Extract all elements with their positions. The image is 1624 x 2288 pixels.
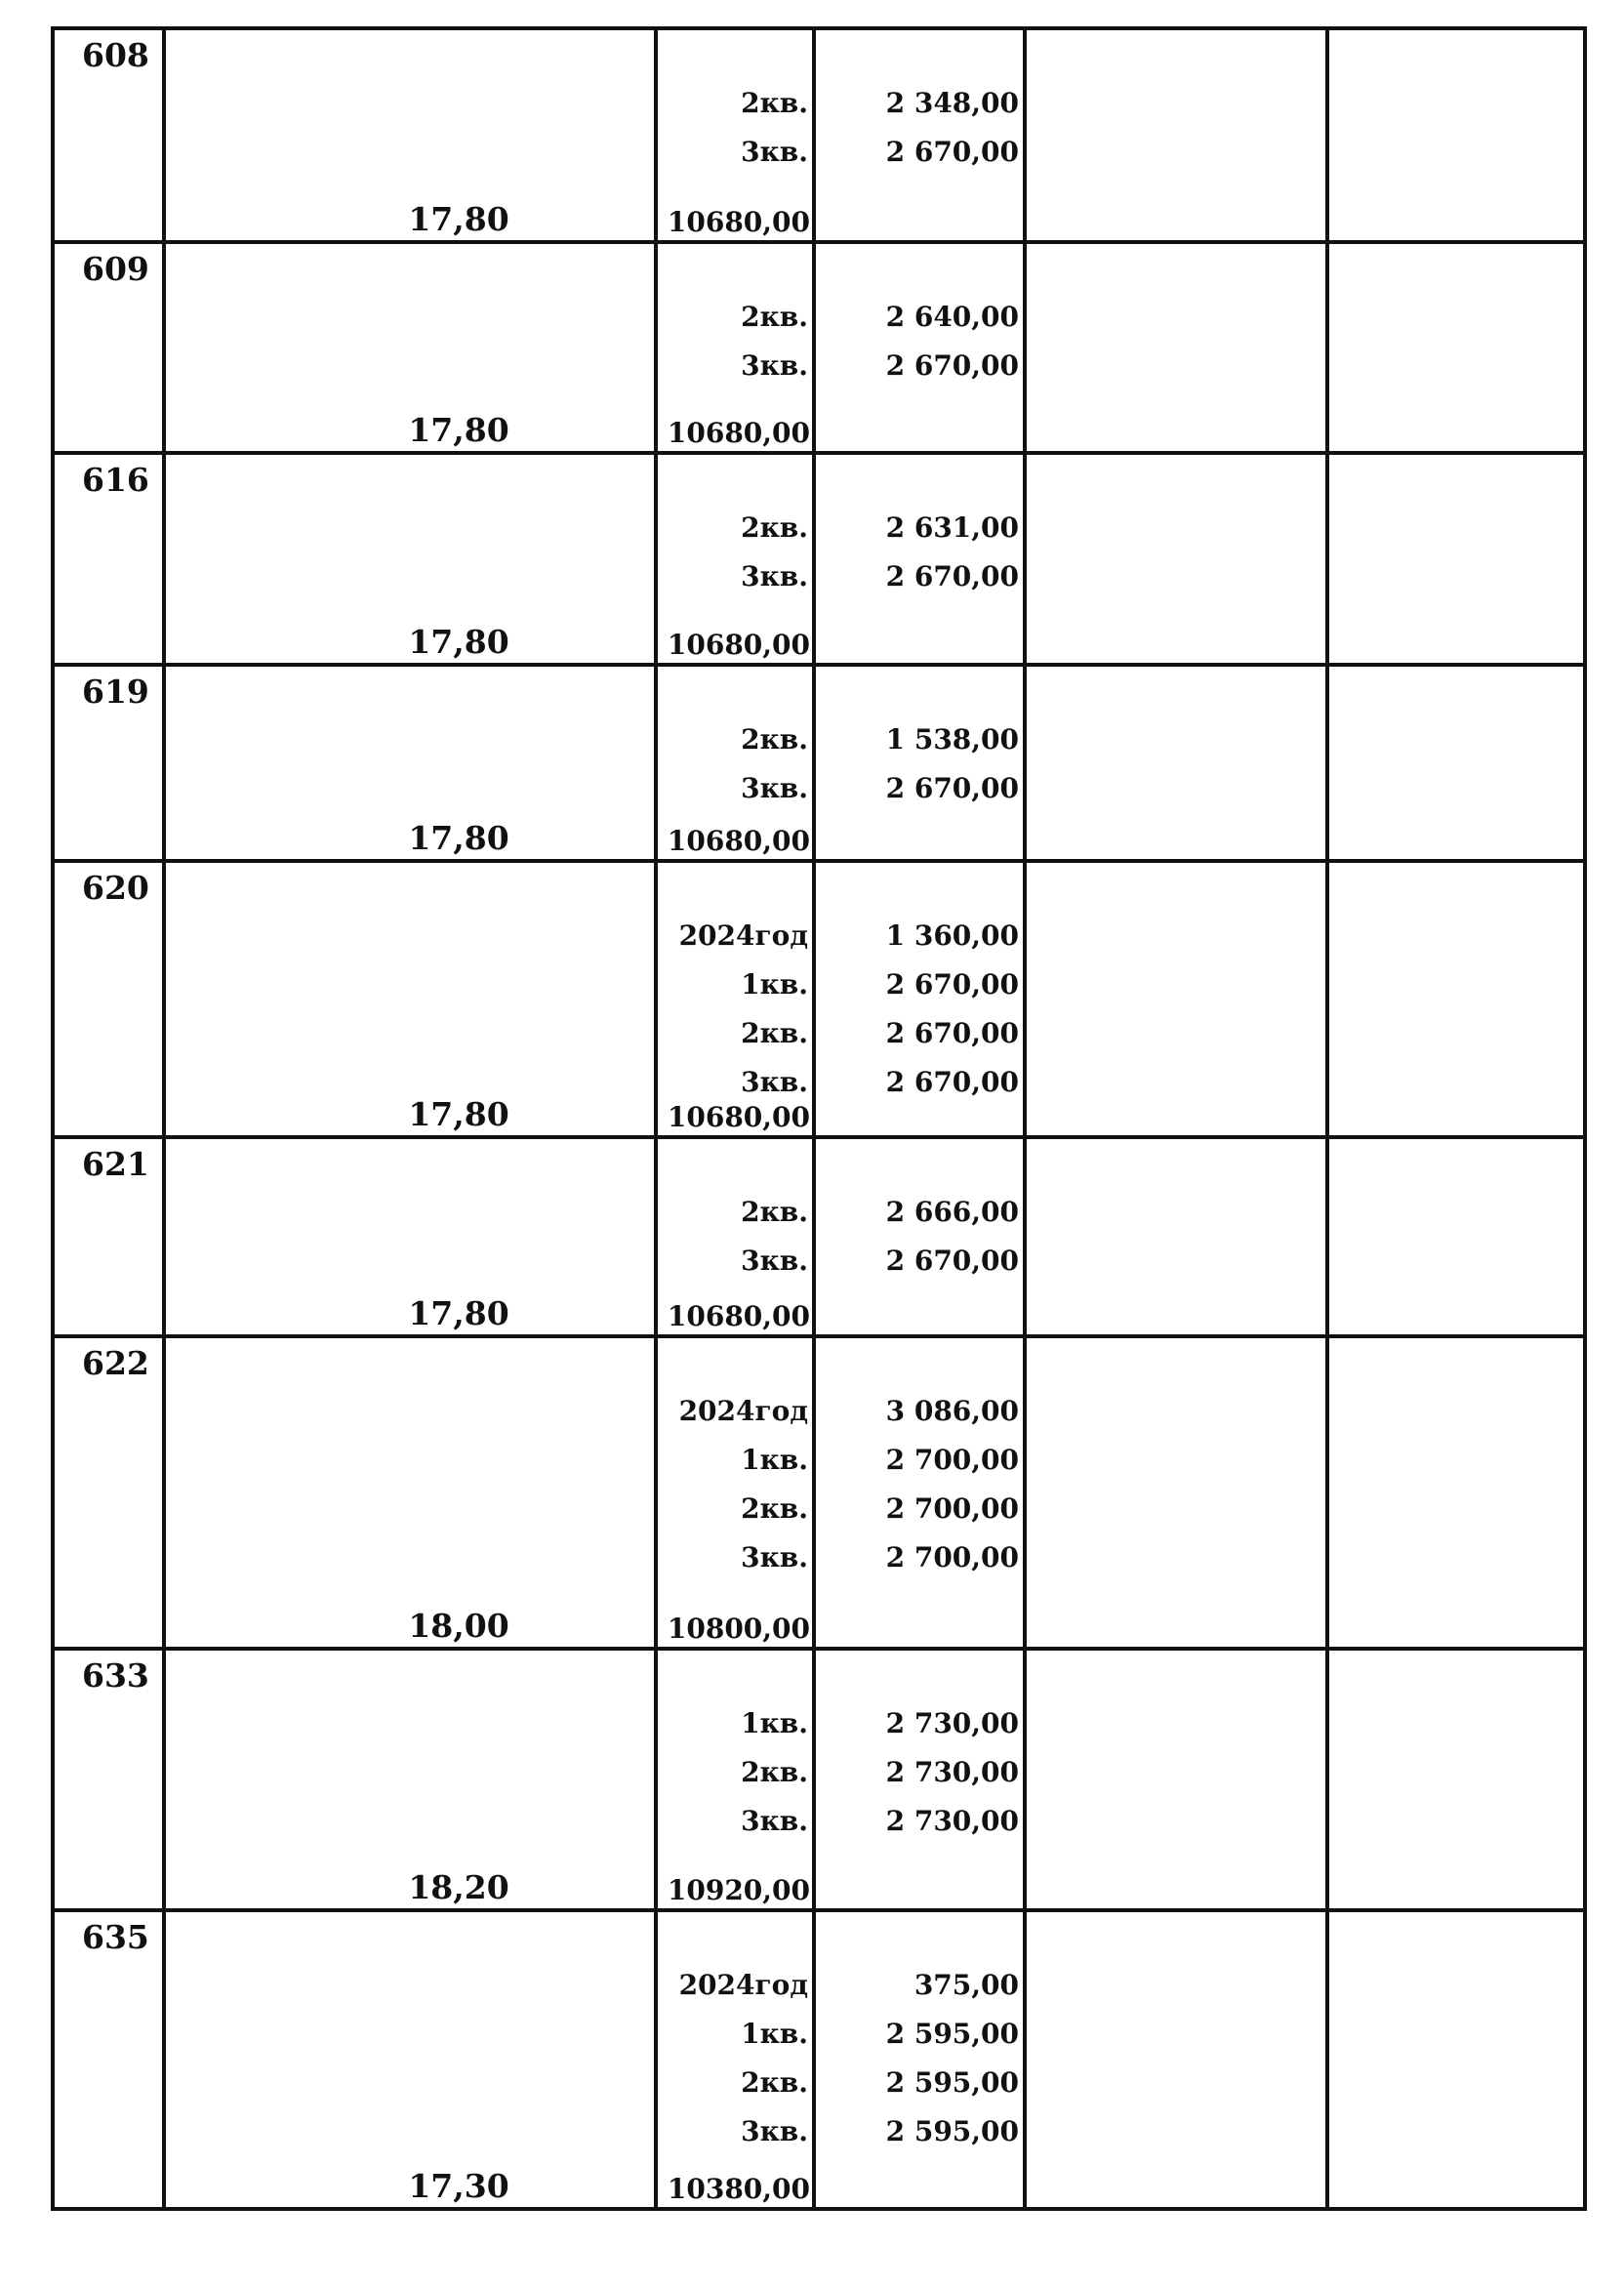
annual-total: 10380,00 (667, 2173, 810, 2205)
period-label: 2кв. (741, 723, 808, 756)
apartment-number-cell (53, 1336, 164, 1649)
area-value: 17,80 (408, 411, 509, 449)
empty-cell (1327, 1336, 1585, 1649)
payment-amount: 1 360,00 (885, 919, 1019, 952)
table-row (53, 665, 1585, 861)
area-value: 17,80 (408, 1294, 509, 1332)
table-row (53, 242, 1585, 453)
apartment-number: 609 (82, 250, 149, 288)
period-list (741, 1699, 808, 1846)
empty-cell (1327, 28, 1585, 242)
period-cell (656, 1336, 814, 1649)
payment-amount: 1 538,00 (885, 723, 1019, 756)
payment-amount: 2 670,00 (885, 968, 1019, 1001)
empty-cell (1327, 242, 1585, 453)
empty-cell (1025, 861, 1327, 1137)
annual-total: 10680,00 (667, 629, 810, 661)
amount-list (886, 1387, 1019, 1582)
table-row (53, 861, 1585, 1137)
payment-amount: 2 631,00 (885, 511, 1019, 544)
period-label: 3кв. (741, 136, 808, 168)
area-value: 18,20 (408, 1868, 509, 1906)
period-label: 1кв. (741, 1707, 808, 1739)
period-label: 2кв. (741, 1492, 808, 1525)
annual-total: 10800,00 (667, 1613, 810, 1645)
payment-amount: 2 595,00 (885, 2018, 1019, 2050)
payment-amount: 2 700,00 (885, 1444, 1019, 1476)
period-cell (656, 28, 814, 242)
payment-amount: 2 595,00 (885, 2115, 1019, 2147)
empty-cell (1327, 1649, 1585, 1910)
amount-list (886, 1699, 1019, 1846)
payment-amount: 2 670,00 (885, 772, 1019, 804)
period-cell (656, 665, 814, 861)
period-cell (656, 453, 814, 665)
period-label: 1кв. (741, 968, 808, 1001)
period-list (741, 79, 808, 177)
apartment-number: 616 (82, 461, 149, 499)
period-list (741, 504, 808, 601)
empty-cell (1327, 1910, 1585, 2209)
payment-amount: 2 730,00 (885, 1805, 1019, 1837)
amount-cell (814, 28, 1025, 242)
payment-amount: 2 670,00 (885, 349, 1019, 382)
annual-total: 10680,00 (667, 825, 810, 857)
payment-amount: 2 348,00 (885, 87, 1019, 119)
empty-cell (1025, 1137, 1327, 1336)
table-row (53, 1336, 1585, 1649)
apartment-number: 635 (82, 1918, 149, 1956)
area-cell (164, 28, 656, 242)
amount-list (886, 715, 1019, 813)
period-cell (656, 1649, 814, 1910)
annual-total: 10920,00 (667, 1874, 810, 1906)
annual-total: 10680,00 (667, 1101, 810, 1133)
empty-cell (1025, 665, 1327, 861)
period-label: 2024год (678, 919, 808, 952)
annual-total: 10680,00 (667, 1300, 810, 1332)
table-row (53, 1910, 1585, 2209)
period-cell (656, 861, 814, 1137)
area-cell (164, 1336, 656, 1649)
period-label: 3кв. (741, 1805, 808, 1837)
table-body (53, 28, 1585, 2209)
period-list (679, 912, 808, 1107)
period-label: 2кв. (741, 1196, 808, 1228)
payment-amount: 2 670,00 (885, 1245, 1019, 1277)
area-value: 17,80 (408, 1095, 509, 1133)
period-label: 2кв. (741, 2066, 808, 2099)
empty-cell (1025, 1910, 1327, 2209)
amount-list (886, 293, 1019, 390)
annual-total: 10680,00 (667, 417, 810, 449)
empty-cell (1327, 1137, 1585, 1336)
area-value: 17,80 (408, 819, 509, 857)
period-list (679, 1961, 808, 2156)
amount-cell (814, 242, 1025, 453)
apartment-number: 608 (82, 36, 149, 74)
period-label: 3кв. (741, 1245, 808, 1277)
payment-amount: 2 666,00 (885, 1196, 1019, 1228)
apartment-number-cell (53, 1910, 164, 2209)
period-label: 1кв. (741, 2018, 808, 2050)
period-label: 3кв. (741, 772, 808, 804)
apartment-number: 620 (82, 869, 149, 907)
period-list (679, 1387, 808, 1582)
period-label: 3кв. (741, 349, 808, 382)
period-label: 3кв. (741, 560, 808, 592)
empty-cell (1025, 1336, 1327, 1649)
area-cell (164, 453, 656, 665)
payment-amount: 2 595,00 (885, 2066, 1019, 2099)
amount-cell (814, 1910, 1025, 2209)
payment-amount: 2 700,00 (885, 1492, 1019, 1525)
amount-cell (814, 453, 1025, 665)
apartment-number: 622 (82, 1344, 149, 1382)
table-row (53, 1649, 1585, 1910)
period-label: 2кв. (741, 87, 808, 119)
period-label: 2кв. (741, 1017, 808, 1049)
empty-cell (1327, 861, 1585, 1137)
amount-cell (814, 1137, 1025, 1336)
empty-cell (1327, 453, 1585, 665)
area-value: 17,80 (408, 200, 509, 238)
apartment-number: 633 (82, 1656, 149, 1695)
amount-list (886, 79, 1019, 177)
amount-cell (814, 861, 1025, 1137)
period-label: 1кв. (741, 1444, 808, 1476)
payment-amount: 2 670,00 (885, 1017, 1019, 1049)
apartment-payments-table (51, 26, 1587, 2211)
apartment-number: 619 (82, 673, 149, 711)
apartment-number-cell (53, 1137, 164, 1336)
empty-cell (1327, 665, 1585, 861)
amount-cell (814, 665, 1025, 861)
area-cell (164, 1910, 656, 2209)
apartment-number-cell (53, 242, 164, 453)
area-cell (164, 1649, 656, 1910)
period-label: 3кв. (741, 2115, 808, 2147)
payment-amount: 2 730,00 (885, 1707, 1019, 1739)
amount-cell (814, 1649, 1025, 1910)
period-label: 3кв. (741, 1066, 808, 1098)
table-row (53, 28, 1585, 242)
period-cell (656, 1137, 814, 1336)
empty-cell (1025, 1649, 1327, 1910)
payment-amount: 2 670,00 (885, 560, 1019, 592)
apartment-number-cell (53, 861, 164, 1137)
amount-cell (814, 1336, 1025, 1649)
table-row (53, 1137, 1585, 1336)
payment-amount: 375,00 (914, 1969, 1019, 2001)
payment-amount: 2 730,00 (885, 1756, 1019, 1788)
area-cell (164, 861, 656, 1137)
apartment-number-cell (53, 453, 164, 665)
period-list (741, 293, 808, 390)
payment-amount: 3 086,00 (885, 1395, 1019, 1427)
area-cell (164, 665, 656, 861)
area-cell (164, 1137, 656, 1336)
amount-list (886, 1961, 1019, 2156)
table-row (53, 453, 1585, 665)
annual-total: 10680,00 (667, 206, 810, 238)
payment-amount: 2 700,00 (885, 1541, 1019, 1573)
payment-amount: 2 670,00 (885, 136, 1019, 168)
period-label: 2кв. (741, 511, 808, 544)
period-list (741, 715, 808, 813)
area-value: 17,30 (408, 2167, 509, 2205)
period-cell (656, 1910, 814, 2209)
area-value: 18,00 (408, 1607, 509, 1645)
area-cell (164, 242, 656, 453)
area-value: 17,80 (408, 623, 509, 661)
payment-amount: 2 670,00 (885, 1066, 1019, 1098)
empty-cell (1025, 242, 1327, 453)
amount-list (886, 504, 1019, 601)
empty-cell (1025, 28, 1327, 242)
apartment-number-cell (53, 665, 164, 861)
payment-amount: 2 640,00 (885, 301, 1019, 333)
period-label: 2кв. (741, 301, 808, 333)
period-label: 3кв. (741, 1541, 808, 1573)
period-label: 2024год (678, 1395, 808, 1427)
period-label: 2кв. (741, 1756, 808, 1788)
amount-list (886, 1188, 1019, 1286)
amount-list (886, 912, 1019, 1107)
period-list (741, 1188, 808, 1286)
period-cell (656, 242, 814, 453)
apartment-number-cell (53, 1649, 164, 1910)
empty-cell (1025, 453, 1327, 665)
apartment-number-cell (53, 28, 164, 242)
period-label: 2024год (678, 1969, 808, 2001)
apartment-number: 621 (82, 1145, 149, 1183)
